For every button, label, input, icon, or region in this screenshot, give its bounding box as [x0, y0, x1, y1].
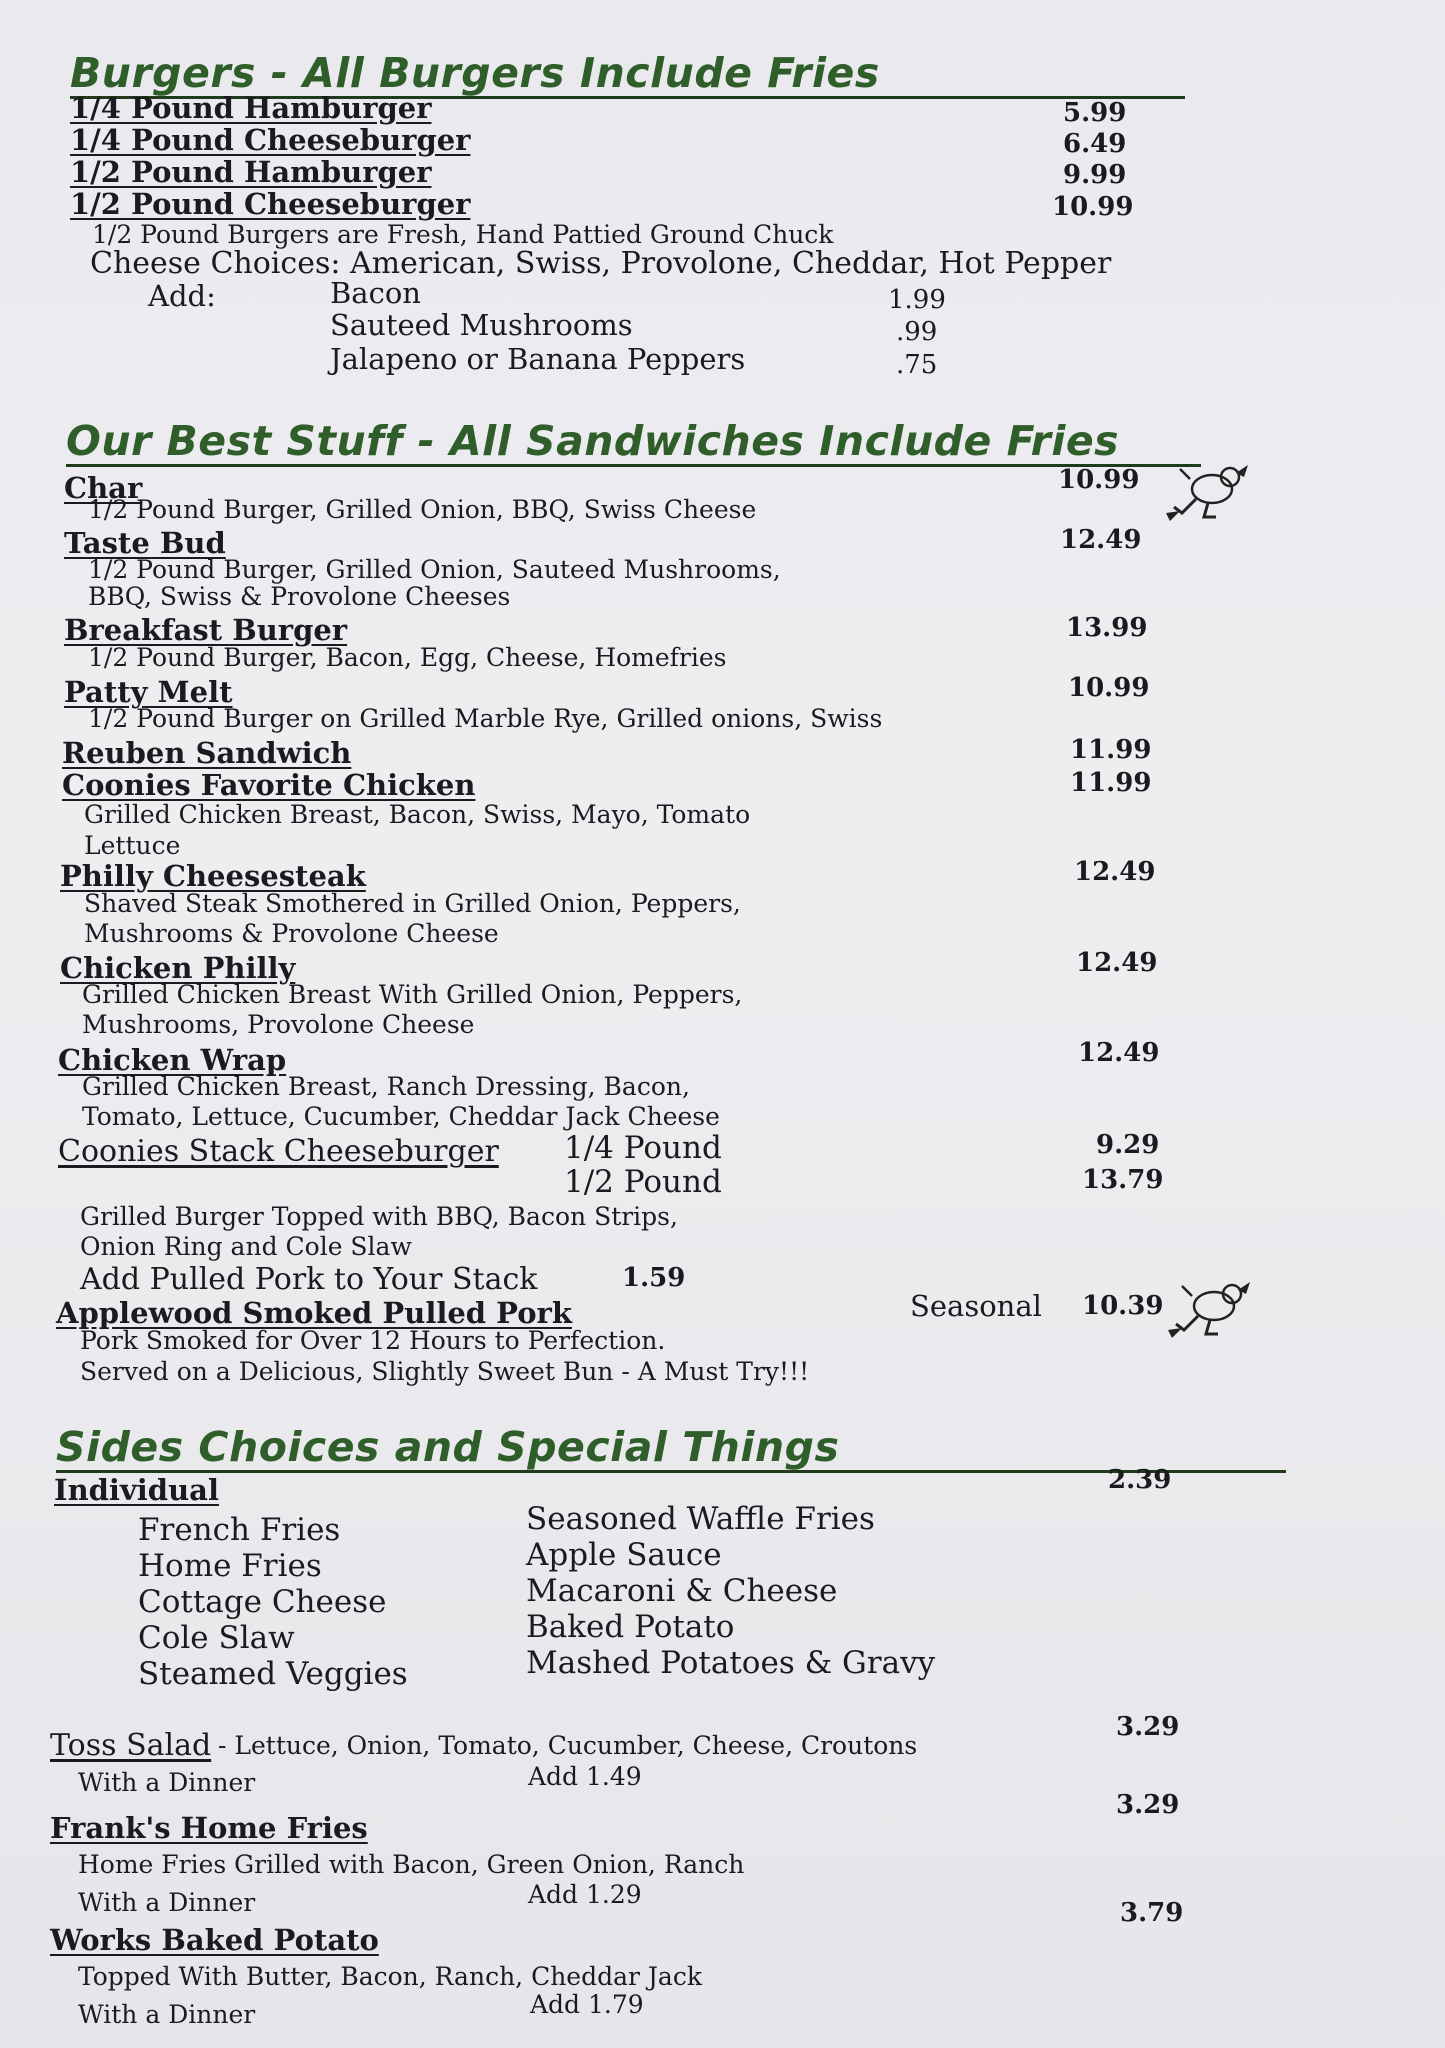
- burger-price: 5.99: [1063, 98, 1127, 128]
- burger-note: 1/2 Pound Burgers are Fresh, Hand Pattied Ground Chuck: [92, 220, 834, 249]
- burger-item: 1/4 Pound Hamburger: [70, 91, 432, 125]
- stack-desc: Onion Ring and Cole Slaw: [80, 1232, 412, 1261]
- sandwich-price: 10.99: [1068, 673, 1150, 703]
- sandwich-desc: Mushrooms & Provolone Cheese: [84, 919, 499, 948]
- sandwich-price: 11.99: [1070, 735, 1152, 765]
- pulled-pork-price: 10.39: [1082, 1291, 1164, 1321]
- sandwich-item: Patty Melt: [64, 675, 233, 709]
- sandwich-desc: 1/2 Pound Burger on Grilled Marble Rye, Grilled onions, Swiss: [88, 704, 883, 733]
- sandwich-desc: Tomato, Lettuce, Cucumber, Cheddar Jack Cheese: [82, 1102, 720, 1131]
- individual-label: Individual: [54, 1473, 219, 1507]
- special-price: 3.29: [1116, 1712, 1180, 1742]
- special-item: Frank's Home Fries: [50, 1811, 368, 1845]
- stack-price: 13.79: [1082, 1165, 1164, 1195]
- stack-size: 1/2 Pound: [564, 1164, 722, 1200]
- sandwich-desc: 1/2 Pound Burger, Grilled Onion, BBQ, Swiss Cheese: [88, 495, 757, 524]
- sandwich-price: 12.49: [1074, 857, 1156, 887]
- side-item: French Fries: [138, 1512, 341, 1548]
- sandwich-desc: 1/2 Pound Burger, Bacon, Egg, Cheese, Homefries: [88, 643, 727, 672]
- addon-name: Sauteed Mushrooms: [330, 308, 633, 342]
- sandwich-desc: Mushrooms, Provolone Cheese: [82, 1010, 475, 1039]
- burger-item: 1/2 Pound Hamburger: [70, 155, 432, 189]
- individual-price: 2.39: [1108, 1465, 1172, 1495]
- sides-section-title: Sides Choices and Special Things: [56, 1424, 1286, 1473]
- special-add: Add 1.49: [528, 1762, 642, 1791]
- best-stuff-section-title: Our Best Stuff - All Sandwiches Include Fries: [66, 418, 1201, 467]
- stack-add-price: 1.59: [622, 1263, 686, 1293]
- stack-desc: Grilled Burger Topped with BBQ, Bacon Strips,: [80, 1202, 678, 1231]
- sandwich-item: Char: [64, 471, 143, 505]
- special-dinner: With a Dinner: [78, 2000, 256, 2029]
- burger-item: 1/4 Pound Cheeseburger: [70, 123, 471, 157]
- pig-illustration: [1162, 1272, 1258, 1342]
- sandwich-price: 12.49: [1076, 948, 1158, 978]
- sandwich-desc: Grilled Chicken Breast, Ranch Dressing, Bacon,: [82, 1072, 690, 1101]
- special-dinner: With a Dinner: [78, 1768, 256, 1797]
- special-desc: Home Fries Grilled with Bacon, Green Onion, Ranch: [78, 1850, 745, 1879]
- stack-price: 9.29: [1096, 1130, 1160, 1160]
- special-price: 3.79: [1120, 1898, 1184, 1928]
- special-item: Works Baked Potato: [50, 1923, 379, 1957]
- pulled-pork-desc: Served on a Delicious, Slightly Sweet Bun - A Must Try!!!: [80, 1357, 810, 1386]
- special-price: 3.29: [1116, 1790, 1180, 1820]
- special-add: Add 1.79: [530, 1990, 644, 2019]
- sandwich-desc: Grilled Chicken Breast, Bacon, Swiss, Mayo, Tomato: [84, 800, 751, 829]
- sandwich-item: Taste Bud: [64, 526, 226, 560]
- side-item: Seasoned Waffle Fries: [526, 1501, 875, 1537]
- stack-add: Add Pulled Pork to Your Stack: [80, 1262, 538, 1297]
- cheese-choices: Cheese Choices: American, Swiss, Provolone, Cheddar, Hot Pepper: [90, 246, 1112, 281]
- sandwich-desc: Lettuce: [84, 831, 181, 860]
- pulled-pork-seasonal: Seasonal: [910, 1289, 1042, 1323]
- burger-price: 6.49: [1063, 129, 1127, 159]
- add-label: Add:: [148, 279, 216, 313]
- sandwich-item: Reuben Sandwich: [62, 736, 352, 770]
- addon-name: Bacon: [330, 276, 421, 310]
- burger-price: 10.99: [1052, 192, 1134, 222]
- sandwich-desc: Shaved Steak Smothered in Grilled Onion, Peppers,: [84, 889, 741, 918]
- pulled-pork-item: Applewood Smoked Pulled Pork: [56, 1296, 572, 1330]
- side-item: Steamed Veggies: [138, 1656, 408, 1692]
- stack-size: 1/4 Pound: [564, 1130, 722, 1166]
- sandwich-price: 12.49: [1078, 1038, 1160, 1068]
- side-item: Cole Slaw: [138, 1620, 295, 1656]
- sandwich-price: 10.99: [1058, 465, 1140, 495]
- addon-price: .75: [896, 350, 938, 380]
- special-desc: Topped With Butter, Bacon, Ranch, Cheddar Jack: [78, 1962, 702, 1991]
- sandwich-price: 12.49: [1060, 525, 1142, 555]
- burger-price: 9.99: [1063, 160, 1127, 190]
- sandwich-item: Chicken Wrap: [58, 1043, 287, 1077]
- sandwich-price: 11.99: [1070, 768, 1152, 798]
- side-item: Apple Sauce: [526, 1537, 722, 1573]
- addon-price: .99: [896, 317, 938, 347]
- sandwich-desc: BBQ, Swiss & Provolone Cheeses: [88, 582, 511, 611]
- side-item: Mashed Potatoes & Gravy: [526, 1645, 936, 1681]
- sandwich-price: 13.99: [1066, 613, 1148, 643]
- sandwich-item: Chicken Philly: [60, 951, 296, 985]
- stack-item: Coonies Stack Cheeseburger: [58, 1134, 499, 1169]
- addon-name: Jalapeno or Banana Peppers: [330, 342, 746, 376]
- sandwich-item: Breakfast Burger: [64, 613, 348, 647]
- burger-item: 1/2 Pound Cheeseburger: [70, 187, 471, 221]
- pig-illustration: [1160, 455, 1256, 525]
- special-inline-desc: - Lettuce, Onion, Tomato, Cucumber, Cheese, Croutons: [218, 1731, 918, 1760]
- sandwich-desc: Grilled Chicken Breast With Grilled Onion, Peppers,: [82, 980, 743, 1009]
- special-add: Add 1.29: [528, 1880, 642, 1909]
- side-item: Macaroni & Cheese: [526, 1573, 838, 1609]
- special-item: Toss Salad: [50, 1728, 212, 1763]
- side-item: Baked Potato: [526, 1609, 735, 1645]
- special-dinner: With a Dinner: [78, 1888, 256, 1917]
- side-item: Home Fries: [138, 1548, 322, 1584]
- burgers-section-title: Burgers - All Burgers Include Fries: [70, 50, 1185, 99]
- sandwich-item: Philly Cheesesteak: [60, 859, 366, 893]
- sandwich-item: Coonies Favorite Chicken: [62, 768, 476, 802]
- pulled-pork-desc: Pork Smoked for Over 12 Hours to Perfection.: [80, 1326, 666, 1355]
- addon-price: 1.99: [888, 285, 946, 315]
- side-item: Cottage Cheese: [138, 1584, 387, 1620]
- sandwich-desc: 1/2 Pound Burger, Grilled Onion, Sauteed Mushrooms,: [88, 555, 781, 584]
